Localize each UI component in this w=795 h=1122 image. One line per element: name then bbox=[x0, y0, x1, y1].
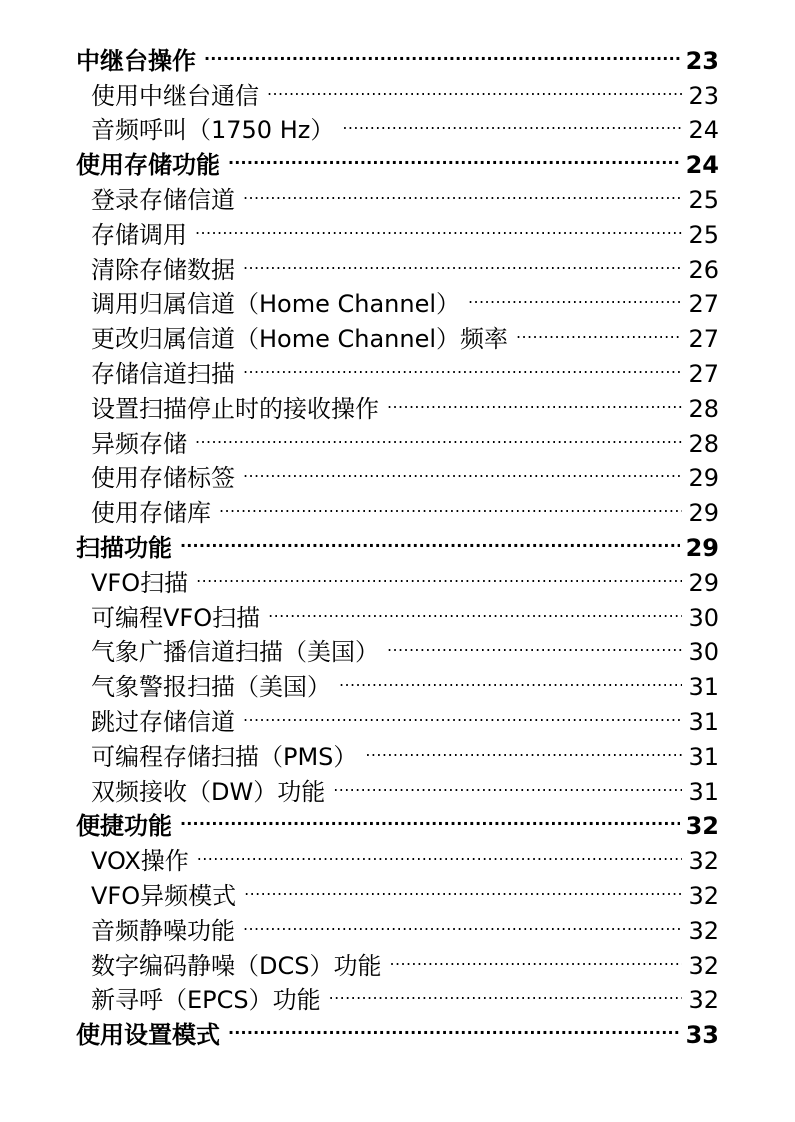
toc-entry-page: 32 bbox=[688, 916, 719, 945]
toc-entry-title: 异频存储 bbox=[91, 429, 187, 458]
toc-entry-title: 扫描功能 bbox=[76, 533, 172, 562]
toc-entry-title: 存储信道扫描 bbox=[91, 359, 235, 388]
dot-leader bbox=[333, 765, 682, 800]
dot-leader bbox=[267, 69, 682, 104]
toc-entry-title: 新寻呼（EPCS）功能 bbox=[91, 986, 321, 1015]
toc-entry-page: 26 bbox=[688, 255, 719, 284]
dot-leader bbox=[268, 591, 682, 626]
dot-leader bbox=[196, 556, 682, 591]
toc-entry-page: 32 bbox=[688, 986, 719, 1015]
dot-leader bbox=[228, 138, 680, 173]
toc-entry-page: 31 bbox=[688, 777, 719, 806]
toc-entry-title: 气象广播信道扫描（美国） bbox=[91, 638, 379, 667]
toc-entry-title: 存储调用 bbox=[91, 220, 187, 249]
toc-entry-page: 29 bbox=[688, 568, 719, 597]
dot-leader bbox=[219, 486, 682, 521]
toc-entry-page: 29 bbox=[685, 533, 719, 562]
dot-leader bbox=[243, 347, 682, 382]
toc-entry-page: 27 bbox=[688, 290, 719, 319]
table-of-contents bbox=[76, 34, 719, 1050]
toc-entry-title: 音频呼叫（1750 Hz） bbox=[91, 116, 335, 145]
dot-leader bbox=[389, 939, 682, 974]
dot-leader bbox=[329, 974, 683, 1009]
toc-entry-title: 双频接收（DW）功能 bbox=[91, 777, 326, 806]
toc-entry-title: 可编程VFO扫描 bbox=[91, 603, 261, 632]
toc-entry-title: VOX操作 bbox=[91, 847, 189, 876]
toc-entry-page: 24 bbox=[685, 151, 719, 180]
toc-entry-title: 使用存储标签 bbox=[91, 464, 235, 493]
dot-leader bbox=[468, 278, 682, 313]
toc-entry-title: 数字编码静噪（DCS）功能 bbox=[91, 951, 382, 980]
toc-entry-page: 33 bbox=[685, 1021, 719, 1050]
toc-entry-page: 28 bbox=[688, 429, 719, 458]
toc-entry-page: 32 bbox=[688, 951, 719, 980]
toc-entry-page: 31 bbox=[688, 707, 719, 736]
toc-entry-title: 登录存储信道 bbox=[91, 185, 235, 214]
toc-entry-title: 可编程存储扫描（PMS） bbox=[91, 742, 358, 771]
toc-entry-title: VFO扫描 bbox=[91, 568, 189, 597]
toc-entry-page: 27 bbox=[688, 325, 719, 354]
dot-leader bbox=[243, 904, 682, 939]
dot-leader bbox=[197, 834, 683, 869]
toc-entry-page: 32 bbox=[688, 881, 719, 910]
dot-leader bbox=[342, 104, 682, 139]
toc-entry-title: 中继台操作 bbox=[76, 46, 196, 75]
dot-leader bbox=[243, 243, 682, 278]
dot-leader bbox=[365, 730, 682, 765]
toc-entry-page: 28 bbox=[688, 394, 719, 423]
toc-entry-page: 24 bbox=[688, 116, 719, 145]
dot-leader bbox=[195, 417, 682, 452]
toc-entry-page: 29 bbox=[688, 464, 719, 493]
toc-entry-title: 调用归属信道（Home Channel） bbox=[91, 290, 461, 319]
toc-entry-title: 清除存储数据 bbox=[91, 255, 235, 284]
toc-entry-page: 30 bbox=[688, 638, 719, 667]
toc-entry-title: 使用存储功能 bbox=[76, 151, 220, 180]
dot-leader bbox=[228, 1008, 680, 1043]
toc-entry-title: 使用存储库 bbox=[91, 499, 211, 528]
dot-leader bbox=[243, 695, 682, 730]
toc-entry-title: 音频静噪功能 bbox=[91, 916, 235, 945]
toc-entry-page: 25 bbox=[688, 220, 719, 249]
toc-entry-title: 便捷功能 bbox=[76, 812, 172, 841]
dot-leader bbox=[243, 173, 682, 208]
toc-entry-page: 31 bbox=[688, 673, 719, 702]
toc-entry-title: VFO异频模式 bbox=[91, 881, 237, 910]
toc-entry-page: 23 bbox=[688, 81, 719, 110]
toc-entry-title: 设置扫描停止时的接收操作 bbox=[91, 394, 379, 423]
dot-leader bbox=[387, 382, 682, 417]
dot-leader bbox=[516, 312, 682, 347]
toc-entry-page: 32 bbox=[688, 847, 719, 876]
dot-leader bbox=[180, 521, 680, 556]
toc-entry-page: 27 bbox=[688, 359, 719, 388]
toc-entry-title: 使用设置模式 bbox=[76, 1021, 220, 1050]
toc-entry-page: 30 bbox=[688, 603, 719, 632]
dot-leader bbox=[244, 869, 682, 904]
dot-leader bbox=[204, 34, 680, 69]
toc-entry-page: 23 bbox=[685, 46, 719, 75]
toc-entry-page: 32 bbox=[685, 812, 719, 841]
dot-leader bbox=[243, 452, 682, 487]
dot-leader bbox=[339, 660, 682, 695]
toc-entry-title: 跳过存储信道 bbox=[91, 707, 235, 736]
toc-entry-page: 25 bbox=[688, 185, 719, 214]
dot-leader bbox=[387, 626, 682, 661]
dot-leader bbox=[180, 800, 680, 835]
dot-leader bbox=[195, 208, 682, 243]
toc-entry-page: 31 bbox=[688, 742, 719, 771]
toc-entry-page: 29 bbox=[688, 499, 719, 528]
toc-entry-title: 更改归属信道（Home Channel）频率 bbox=[91, 325, 509, 354]
toc-entry-title: 气象警报扫描（美国） bbox=[91, 673, 331, 702]
toc-entry-title: 使用中继台通信 bbox=[91, 81, 259, 110]
toc-entry-section[interactable] bbox=[76, 34, 719, 75]
